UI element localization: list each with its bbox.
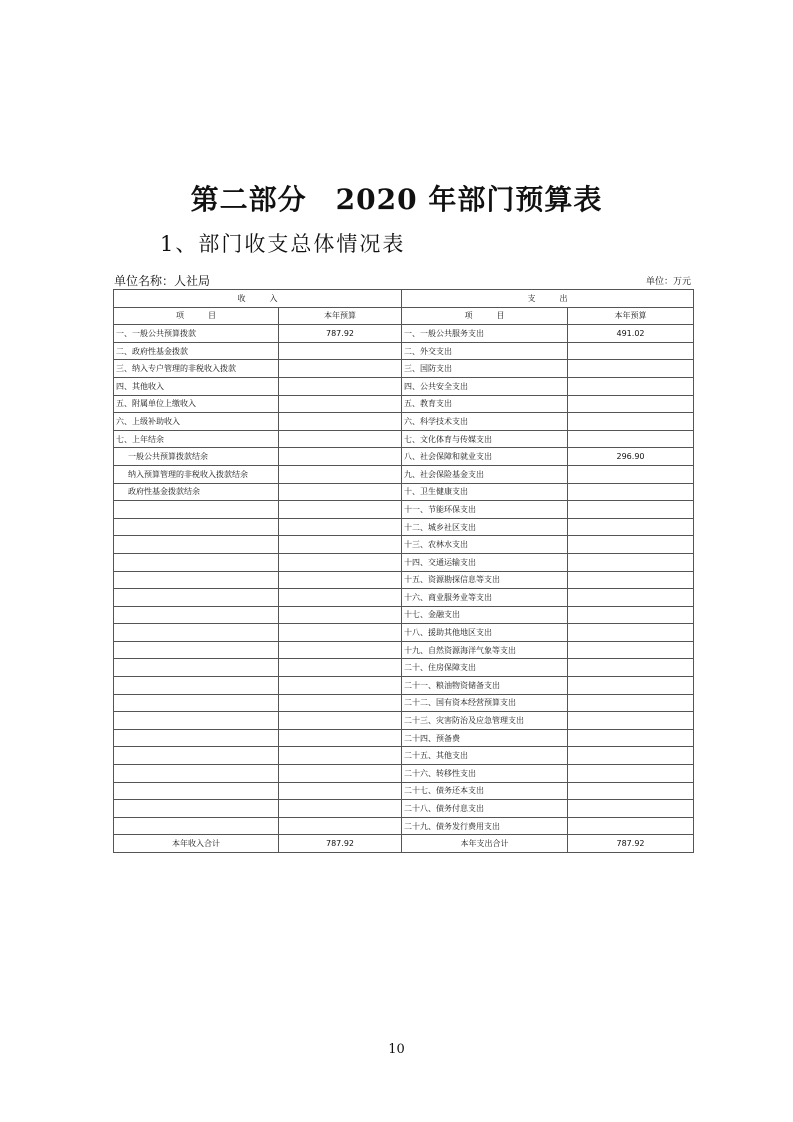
expense-value-cell bbox=[568, 817, 694, 835]
table-row bbox=[114, 659, 694, 677]
expense-item-cell: 二十四、预备费 bbox=[402, 729, 568, 747]
table-row bbox=[114, 536, 694, 554]
expense-value-cell bbox=[568, 712, 694, 730]
income-value-cell bbox=[279, 553, 402, 571]
income-value-cell bbox=[279, 659, 402, 677]
expense-value-cell bbox=[568, 571, 694, 589]
income-value-cell bbox=[279, 765, 402, 783]
income-value-cell bbox=[279, 465, 402, 483]
table-row bbox=[114, 606, 694, 624]
income-value-cell bbox=[279, 694, 402, 712]
income-value-cell bbox=[279, 360, 402, 378]
expense-item-cell: 二十八、债务付息支出 bbox=[402, 800, 568, 818]
income-value-cell bbox=[279, 817, 402, 835]
table-row bbox=[114, 360, 694, 378]
page-title: 第二部分 2020 年部门预算表 bbox=[190, 183, 603, 216]
expense-value-cell bbox=[568, 606, 694, 624]
income-item-cell bbox=[114, 765, 279, 783]
expense-item-cell: 二十一、粮油物资储备支出 bbox=[402, 677, 568, 695]
expense-item-cell: 十一、节能环保支出 bbox=[402, 501, 568, 519]
income-item-cell bbox=[114, 677, 279, 695]
expense-item-cell: 十三、农林水支出 bbox=[402, 536, 568, 554]
income-value-cell: 787.92 bbox=[279, 325, 402, 343]
expense-value-cell bbox=[568, 659, 694, 677]
income-item-header: 项 目 bbox=[114, 307, 279, 325]
expense-item-cell: 二十二、国有资本经营预算支出 bbox=[402, 694, 568, 712]
income-value-cell bbox=[279, 536, 402, 554]
expense-total-label: 本年支出合计 bbox=[402, 835, 568, 853]
income-value-cell bbox=[279, 448, 402, 466]
totals-row bbox=[114, 835, 694, 853]
income-item-cell: 四、其他收入 bbox=[114, 377, 279, 395]
unit-label: 单位：万元 bbox=[645, 277, 691, 287]
income-value-cell bbox=[279, 589, 402, 607]
expense-value-cell bbox=[568, 694, 694, 712]
income-value-cell bbox=[279, 729, 402, 747]
income-value-cell bbox=[279, 800, 402, 818]
expense-value-cell bbox=[568, 782, 694, 800]
expense-value-cell bbox=[568, 377, 694, 395]
income-item-cell bbox=[114, 536, 279, 554]
income-item-cell bbox=[114, 589, 279, 607]
income-item-cell bbox=[114, 817, 279, 835]
expense-value-cell bbox=[568, 395, 694, 413]
table-row bbox=[114, 483, 694, 501]
income-value-cell bbox=[279, 395, 402, 413]
expense-item-cell: 十五、资源勘探信息等支出 bbox=[402, 571, 568, 589]
income-item-cell bbox=[114, 641, 279, 659]
income-value-cell bbox=[279, 342, 402, 360]
income-value-cell bbox=[279, 413, 402, 431]
expense-section-header: 支 出 bbox=[402, 290, 694, 308]
expense-item-cell: 十七、金融支出 bbox=[402, 606, 568, 624]
expense-value-cell bbox=[568, 413, 694, 431]
header-row-columns bbox=[114, 307, 694, 325]
expense-value-cell bbox=[568, 624, 694, 642]
table-row bbox=[114, 448, 694, 466]
expense-item-cell: 十六、商业服务业等支出 bbox=[402, 589, 568, 607]
income-value-cell bbox=[279, 501, 402, 519]
income-item-cell bbox=[114, 553, 279, 571]
table-row bbox=[114, 694, 694, 712]
table-row bbox=[114, 465, 694, 483]
income-section-header: 收 入 bbox=[114, 290, 402, 308]
table-row bbox=[114, 747, 694, 765]
table-row bbox=[114, 571, 694, 589]
expense-value-cell bbox=[568, 765, 694, 783]
expense-value-cell: 296.90 bbox=[568, 448, 694, 466]
income-item-cell bbox=[114, 782, 279, 800]
table-row bbox=[114, 325, 694, 343]
expense-total-value: 787.92 bbox=[568, 835, 694, 853]
unit-name: 单位名称：人社局 bbox=[114, 274, 211, 288]
expense-item-cell: 六、科学技术支出 bbox=[402, 413, 568, 431]
expense-item-cell: 十、卫生健康支出 bbox=[402, 483, 568, 501]
table-row bbox=[114, 518, 694, 536]
page-number: 10 bbox=[388, 1042, 405, 1057]
budget-table-body bbox=[114, 290, 694, 853]
table-row bbox=[114, 413, 694, 431]
expense-value-cell bbox=[568, 483, 694, 501]
expense-value-cell bbox=[568, 729, 694, 747]
income-item-cell bbox=[114, 606, 279, 624]
income-item-cell: 一般公共预算拨款结余 bbox=[114, 448, 279, 466]
expense-value-cell bbox=[568, 465, 694, 483]
expense-value-cell bbox=[568, 536, 694, 554]
expense-item-cell: 七、文化体育与传媒支出 bbox=[402, 430, 568, 448]
table-row bbox=[114, 712, 694, 730]
income-item-cell: 政府性基金拨款结余 bbox=[114, 483, 279, 501]
expense-item-cell: 八、社会保障和就业支出 bbox=[402, 448, 568, 466]
income-item-cell bbox=[114, 694, 279, 712]
income-item-cell bbox=[114, 712, 279, 730]
income-item-cell: 五、附属单位上缴收入 bbox=[114, 395, 279, 413]
expense-item-cell: 十八、援助其他地区支出 bbox=[402, 624, 568, 642]
expense-item-cell: 二十九、债务发行费用支出 bbox=[402, 817, 568, 835]
expense-item-cell: 四、公共安全支出 bbox=[402, 377, 568, 395]
income-item-cell: 六、上级补助收入 bbox=[114, 413, 279, 431]
table-row bbox=[114, 641, 694, 659]
expense-value-cell bbox=[568, 589, 694, 607]
income-value-cell bbox=[279, 377, 402, 395]
income-item-cell: 七、上年结余 bbox=[114, 430, 279, 448]
table-row bbox=[114, 765, 694, 783]
table-subtitle: 1、部门收支总体情况表 bbox=[160, 232, 406, 256]
income-value-cell bbox=[279, 518, 402, 536]
income-budget-header: 本年预算 bbox=[279, 307, 402, 325]
income-item-cell: 二、政府性基金拨款 bbox=[114, 342, 279, 360]
expense-item-cell: 一、一般公共服务支出 bbox=[402, 325, 568, 343]
expense-item-cell: 三、国防支出 bbox=[402, 360, 568, 378]
income-value-cell bbox=[279, 782, 402, 800]
expense-item-cell: 十九、自然资源海洋气象等支出 bbox=[402, 641, 568, 659]
income-item-cell bbox=[114, 800, 279, 818]
table-row bbox=[114, 377, 694, 395]
income-item-cell bbox=[114, 729, 279, 747]
income-value-cell bbox=[279, 677, 402, 695]
income-value-cell bbox=[279, 641, 402, 659]
income-item-cell bbox=[114, 571, 279, 589]
table-row bbox=[114, 800, 694, 818]
table-row bbox=[114, 501, 694, 519]
header-row-sections bbox=[114, 290, 694, 308]
expense-item-header: 项 目 bbox=[402, 307, 568, 325]
table-row bbox=[114, 729, 694, 747]
table-row bbox=[114, 624, 694, 642]
table-row bbox=[114, 342, 694, 360]
expense-value-cell bbox=[568, 747, 694, 765]
expense-item-cell: 二十六、转移性支出 bbox=[402, 765, 568, 783]
expense-value-cell: 491.02 bbox=[568, 325, 694, 343]
expense-value-cell bbox=[568, 518, 694, 536]
income-value-cell bbox=[279, 606, 402, 624]
expense-item-cell: 二、外交支出 bbox=[402, 342, 568, 360]
expense-item-cell: 十四、交通运输支出 bbox=[402, 553, 568, 571]
table-row bbox=[114, 782, 694, 800]
expense-value-cell bbox=[568, 553, 694, 571]
expense-value-cell bbox=[568, 342, 694, 360]
expense-value-cell bbox=[568, 501, 694, 519]
income-item-cell: 一、一般公共预算拨款 bbox=[114, 325, 279, 343]
table-row bbox=[114, 430, 694, 448]
table-row bbox=[114, 677, 694, 695]
income-value-cell bbox=[279, 483, 402, 501]
expense-item-cell: 五、教育支出 bbox=[402, 395, 568, 413]
income-total-label: 本年收入合计 bbox=[114, 835, 279, 853]
income-item-cell: 三、纳入专户管理的非税收入拨款 bbox=[114, 360, 279, 378]
table-row bbox=[114, 553, 694, 571]
expense-value-cell bbox=[568, 677, 694, 695]
expense-value-cell bbox=[568, 430, 694, 448]
income-total-value: 787.92 bbox=[279, 835, 402, 853]
income-value-cell bbox=[279, 747, 402, 765]
expense-item-cell: 十二、城乡社区支出 bbox=[402, 518, 568, 536]
income-value-cell bbox=[279, 712, 402, 730]
income-value-cell bbox=[279, 430, 402, 448]
expense-item-cell: 二十、住房保障支出 bbox=[402, 659, 568, 677]
income-item-cell bbox=[114, 518, 279, 536]
income-item-cell: 纳入预算管理的非税收入拨款结余 bbox=[114, 465, 279, 483]
table-row bbox=[114, 817, 694, 835]
expense-item-cell: 九、社会保险基金支出 bbox=[402, 465, 568, 483]
expense-value-cell bbox=[568, 641, 694, 659]
income-value-cell bbox=[279, 624, 402, 642]
expense-value-cell bbox=[568, 360, 694, 378]
budget-table bbox=[113, 289, 694, 853]
expense-item-cell: 二十三、灾害防治及应急管理支出 bbox=[402, 712, 568, 730]
expense-budget-header: 本年预算 bbox=[568, 307, 694, 325]
income-item-cell bbox=[114, 624, 279, 642]
income-item-cell bbox=[114, 501, 279, 519]
expense-value-cell bbox=[568, 800, 694, 818]
table-row bbox=[114, 395, 694, 413]
expense-item-cell: 二十七、债务还本支出 bbox=[402, 782, 568, 800]
income-value-cell bbox=[279, 571, 402, 589]
income-item-cell bbox=[114, 659, 279, 677]
income-item-cell bbox=[114, 747, 279, 765]
expense-item-cell: 二十五、其他支出 bbox=[402, 747, 568, 765]
table-row bbox=[114, 589, 694, 607]
